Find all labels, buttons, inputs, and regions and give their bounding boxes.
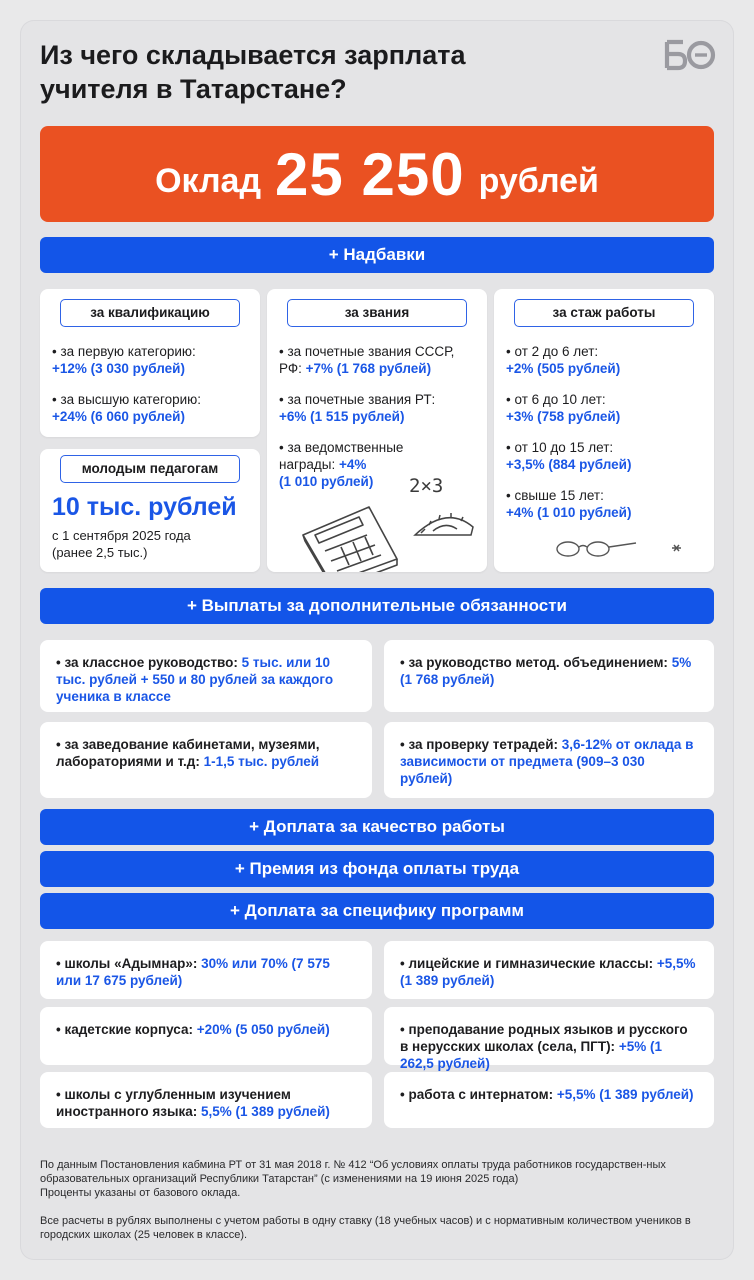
duty-card: • за проверку тетрадей: 3,6-12% от оклада в зависимости от предмета (909–3 030 рублей)	[384, 722, 714, 798]
duty-card: • за заведование кабинетами, музеями, лабораториями и т.д: 1-1,5 тыс. рублей	[40, 722, 372, 798]
salary-amount: 25 250	[275, 140, 465, 208]
program-card: • работа с интернатом: +5,5% (1 389 рублей)	[384, 1072, 714, 1128]
program-card: • лицейские и гимназические классы: +5,5% (1 389 рублей)	[384, 941, 714, 999]
experience-card	[494, 289, 714, 572]
young-teachers-amount: 10 тыс. рублей	[52, 493, 237, 521]
programs-bar: + Доплата за специфику программ	[40, 893, 714, 929]
program-card: • школы с углубленным изучением иностранного языка: 5,5% (1 389 рублей)	[40, 1072, 372, 1128]
titles-item: • за почетные звания РТ: +6% (1 515 рублей)	[279, 392, 436, 424]
duties-bar: + Выплаты за дополнительные обязанности	[40, 588, 714, 624]
quality-bar: + Доплата за качество работы	[40, 809, 714, 845]
glasses-icon	[552, 535, 702, 561]
titles-header: за звания	[287, 299, 467, 327]
experience-item: • свыше 15 лет: +4% (1 010 рублей)	[506, 488, 632, 520]
titles-card	[267, 289, 487, 572]
salary-word-before: Оклад	[155, 161, 262, 200]
calculator-icon	[297, 495, 477, 572]
qualification-item: • за высшую категорию: +24% (6 060 рублей)	[52, 392, 202, 424]
qualification-item: • за первую категорию: +12% (3 030 рублей)	[52, 344, 196, 376]
titles-item: • за почетные звания СССР, РФ: +7% (1 768 рублей)	[279, 344, 455, 376]
young-teachers-card	[40, 449, 260, 572]
young-teachers-note: с 1 сентября 2025 года (ранее 2,5 тыс.)	[52, 528, 191, 560]
qualification-card	[40, 289, 260, 437]
allowances-bar: + Надбавки	[40, 237, 714, 273]
program-card: • кадетские корпуса: +20% (5 050 рублей)	[40, 1007, 372, 1065]
experience-item: • от 10 до 15 лет: +3,5% (884 рублей)	[506, 440, 632, 472]
bo-logo	[664, 38, 716, 72]
program-card: • школы «Адымнар»: 30% или 70% (7 575 или 17 675 рублей)	[40, 941, 372, 999]
experience-header: за стаж работы	[514, 299, 694, 327]
page-title: Из чего складывается зарплата учителя в Татарстане?	[40, 40, 466, 104]
duty-card: • за руководство метод. объединением: 5% (1 768 рублей)	[384, 640, 714, 712]
footnote-source: По данным Постановления кабмина РТ от 31 мая 2018 г. № 412 “Об условиях оплаты труда работников государствен-ных образовательных организаций Республики Татарстан” (с изменениями на 19 июня 2025 года) Проценты указаны от базового оклада.	[40, 1159, 666, 1199]
qualification-header: за квалификацию	[60, 299, 240, 327]
base-salary-banner	[40, 126, 714, 222]
duty-card: • за классное руководство: 5 тыс. или 10 тыс. рублей + 550 и 80 рублей за каждого ученика в классе	[40, 640, 372, 712]
young-teachers-header: молодым педагогам	[60, 455, 240, 483]
bo-logo-icon	[664, 39, 716, 71]
footnote-calculation: Все расчеты в рублях выполнены с учетом работы в одну ставку (18 учебных часов) и с нормативным количеством учеников в городских школах (25 человек в классе).	[40, 1215, 691, 1241]
salary-word-after: рублей	[478, 161, 599, 200]
bonus-bar: + Премия из фонда оплаты труда	[40, 851, 714, 887]
titles-item: • за ведомственные награды: +4% (1 010 рублей)	[279, 440, 404, 489]
experience-item: • от 2 до 6 лет: +2% (505 рублей)	[506, 344, 621, 376]
program-card: • преподавание родных языков и русского в нерусских школах (села, ПГТ): +5% (1 262,5 рублей)	[384, 1007, 714, 1065]
doodle-text: 2×3	[409, 475, 444, 497]
experience-item: • от 6 до 10 лет: +3% (758 рублей)	[506, 392, 621, 424]
